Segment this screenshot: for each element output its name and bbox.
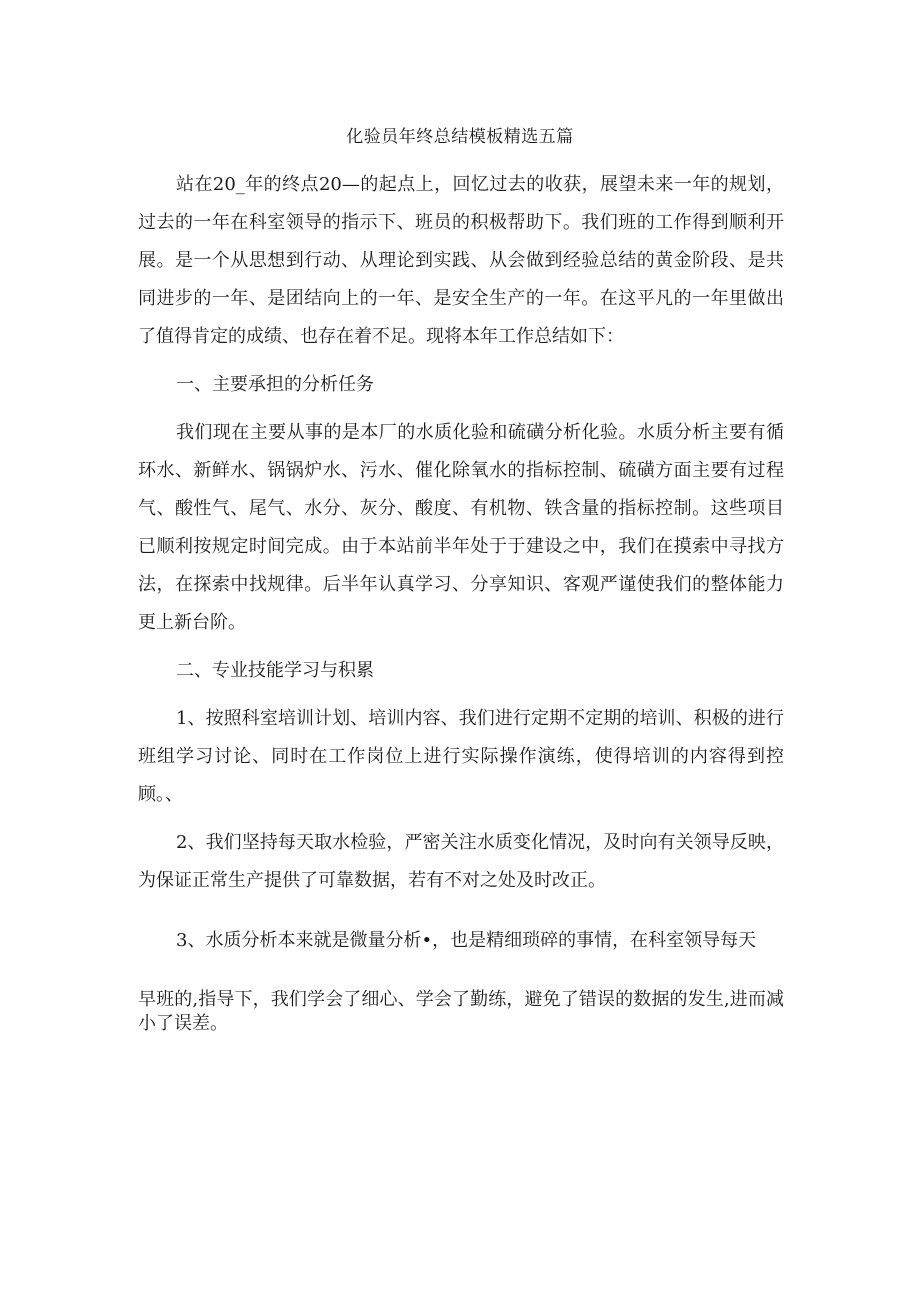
item-2-paragraph: 2、我们坚持每天取水检验，严密关注水质变化情况，及时向有关领导反映，为保证正常生产提供了可靠数据，若有不对之处及时改正。 <box>138 832 784 891</box>
item-1-paragraph: 1、按照科室培训计划、培训内容、我们进行定期不定期的培训、积极的进行班组学习讨论、同时在工作岗位上进行实际操作演练，使得培训的内容得到控顾。、 <box>138 708 784 805</box>
section-heading-1: 一、主要承担的分析任务 <box>176 374 374 395</box>
section-heading-2: 二、专业技能学习与积累 <box>176 660 374 681</box>
analysis-tasks-paragraph: 我们现在主要从事的是本厂的水质化验和硫磺分析化验。水质分析主要有循环水、新鲜水、锅锅炉水、污水、催化除氧水的指标控制、硫磺方面主要有过程气、酸性气、尾气、水分、灰分、酸度、有机物、铁含量的指标控制。这些项目已顺利按规定时间完成。由于本站前半年处于于建设之中，我们在摸索中寻找方法，在探索中找规律。后半年认真学习、分享知识、客观严谨使我们的整体能力更上新台阶。 <box>138 422 784 633</box>
document-title: 化验员年终总结模板精选五篇 <box>346 127 574 147</box>
item-3-continuation: 早班的,指导下，我们学会了细心、学会了勤练，避免了错误的数据的发生,进而减小了误差。 <box>138 989 784 1034</box>
item-3-paragraph: 3、水质分析本来就是微量分析•，也是精细琐碎的事情，在科室领导每天 <box>176 930 757 951</box>
document-body <box>138 166 784 1046</box>
intro-paragraph: 站在20_年的终点20—的起点上，回忆过去的收获，展望未来一年的规划，过去的一年在科室领导的指示下、班员的积极帮助下。我们班的工作得到顺利开展。是一个从思想到行动、从理论到实践、从会做到经验总结的黄金阶段、是共同进步的一年、是团结向上的一年、是安全生产的一年。在这平凡的一年里做出了值得肯定的成绩、也存在着不足。现将本年工作总结如下： <box>138 174 784 347</box>
